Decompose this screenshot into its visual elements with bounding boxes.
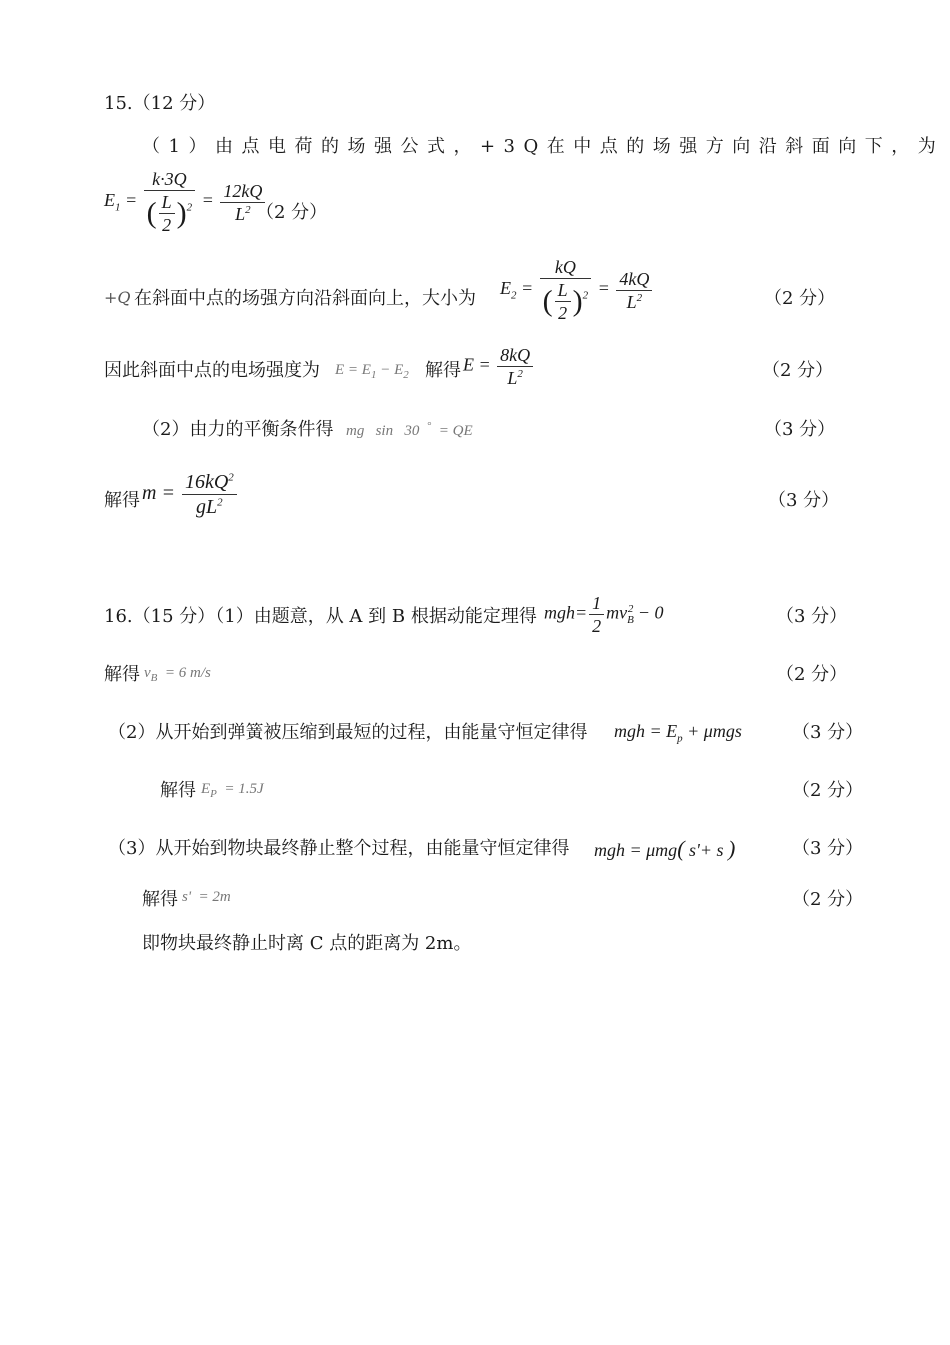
q15-e-diff-formula: $E = E_1 - E_2$ <box>335 362 409 381</box>
q15-e1-formula: $E_1$ = k·3Q ( $\frac{L}{2}$ )$^2$ = $\frac{12kQ}{L^2}$ <box>104 170 267 234</box>
q16-part2-solve-score: （2 分） <box>792 780 864 801</box>
q15-e-result-formula: E = $\frac{8kQ}{L^2}$ <box>463 346 535 387</box>
q16-part3-solve: 解得 <box>142 889 178 910</box>
q15-part1b-text: 在斜面中点的场强方向沿斜面向上，大小为 <box>134 288 476 309</box>
q15-header: 15.（12 分） <box>104 93 216 114</box>
q15-part2-solve: 解得 <box>104 490 140 511</box>
q15-part1c-score: （2 分） <box>762 360 834 381</box>
q15-part2-score: （3 分） <box>764 419 836 440</box>
q16-part2-text: （2）从开始到弹簧被压缩到最短的过程，由能量守恒定律得 <box>108 722 588 743</box>
q16-energy-formula: mgh= $\frac{1}{2}$ $mv_B^2 - 0$ <box>544 593 664 636</box>
q15-part1-text: （1）由点电荷的场强公式，+3Q在中点的场强方向沿斜面向下，为 <box>142 136 945 157</box>
q16-conclusion: 即物块最终静止时离 C 点的距离为 2m。 <box>142 933 472 954</box>
q16-part3-solve-score: （2 分） <box>792 889 864 910</box>
q15-part1c-solve: 解得 <box>425 360 461 381</box>
q16-part2-solve: 解得 <box>160 780 196 801</box>
q16-header: 16.（15 分）（1）由题意，从 A 到 B 根据动能定理得 <box>104 606 537 627</box>
q15-balance-formula: mg sin 30 ° = QE <box>346 420 473 439</box>
q16-part1-solve: 解得 <box>104 664 140 685</box>
q16-part1-score: （3 分） <box>776 606 848 627</box>
q16-part3-score: （3 分） <box>792 838 864 859</box>
q16-part2-formula: mgh = $E_p + \mu mgs$ <box>614 721 742 745</box>
q15-part2-result-score: （3 分） <box>768 490 840 511</box>
q15-part2-text: （2）由力的平衡条件得 <box>142 419 334 440</box>
q16-part3-formula: mgh = μmg( s'+ s ) <box>594 836 736 861</box>
q15-part1-score: （2 分） <box>256 202 328 223</box>
q15-m-formula: m = $\frac{16kQ^2}{gL^2}$ <box>142 472 239 517</box>
q16-part1-solve-score: （2 分） <box>776 664 848 685</box>
q16-s-formula: s' = 2m <box>182 889 231 905</box>
q16-vb-formula: $v_B = 6$ m/s <box>144 665 211 684</box>
q15-plus-q: +Q <box>104 288 131 307</box>
q15-part1b-score: （2 分） <box>764 288 836 309</box>
q16-part3-text: （3）从开始到物块最终静止整个过程，由能量守恒定律得 <box>108 838 570 859</box>
q16-part2-score: （3 分） <box>792 722 864 743</box>
q16-ep-formula: $E_P = 1.5J$ <box>201 781 264 800</box>
q15-e2-formula: $E_2$ = kQ ( $\frac{L}{2}$ )$^2$ = $\frac{4kQ}{L^2}$ <box>500 258 654 322</box>
q15-part1c-text: 因此斜面中点的电场强度为 <box>104 360 320 381</box>
